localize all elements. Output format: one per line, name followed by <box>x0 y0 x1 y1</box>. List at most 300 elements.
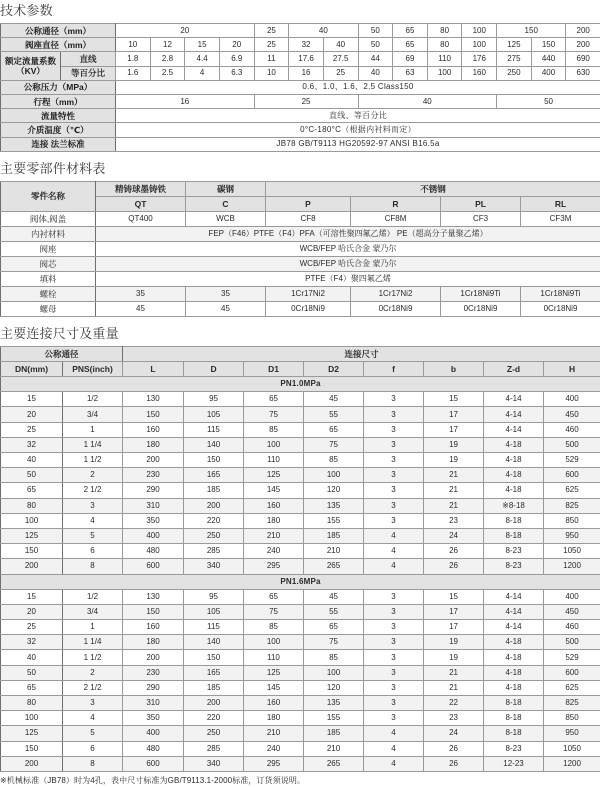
material-value-3: 0Cr18Ni9 <box>351 301 441 316</box>
cell-pns: 5 <box>63 726 123 741</box>
header-stainless-code-3: RL <box>521 196 600 211</box>
nominal-diameter-value-1: 25 <box>254 24 289 38</box>
cell-b: 17 <box>424 422 484 437</box>
header-group-connection-dimensions: 连接尺寸 <box>123 346 600 361</box>
cell-dn: 80 <box>1 498 63 513</box>
cell-zd: 4-18 <box>484 680 544 695</box>
cell-d: 115 <box>184 620 244 635</box>
row-label-flange-standard: 连接 法兰标准 <box>1 137 116 151</box>
kv-equal-percentage-value-1: 2.5 <box>150 66 185 80</box>
cell-dn: 100 <box>1 513 63 528</box>
kv-equal-percentage-value-4: 10 <box>254 66 289 80</box>
cell-dn: 125 <box>1 528 63 543</box>
cell-zd: 12-23 <box>484 756 544 771</box>
cell-f: 3 <box>364 407 424 422</box>
cell-pns: 2 1/2 <box>63 483 123 498</box>
cell-f: 3 <box>364 620 424 635</box>
cell-pns: 4 <box>63 711 123 726</box>
seat-diameter-value-12: 150 <box>531 38 566 52</box>
cell-b: 17 <box>424 604 484 619</box>
cell-d2: 85 <box>304 453 364 468</box>
cell-b: 26 <box>424 741 484 756</box>
dimensions-table-row <box>1 468 600 483</box>
cell-d2: 55 <box>304 604 364 619</box>
cell-h: 850 <box>544 513 600 528</box>
cell-l: 160 <box>123 620 184 635</box>
dimensions-table-row <box>1 498 600 513</box>
cell-d1: 85 <box>244 422 304 437</box>
materials-table-row <box>1 211 600 226</box>
cell-h: 1200 <box>544 559 600 574</box>
materials-table-row <box>1 241 600 256</box>
cell-pns: 2 <box>63 468 123 483</box>
seat-diameter-value-1: 12 <box>150 38 185 52</box>
dimensions-table-row <box>1 392 600 407</box>
cell-d1: 145 <box>244 680 304 695</box>
row-label-linear: 直线 <box>61 52 116 66</box>
cell-d1: 160 <box>244 498 304 513</box>
header-group-nominal-diameter: 公称通径 <box>1 346 123 361</box>
material-value-4: CF3 <box>441 211 521 226</box>
cell-h: 450 <box>544 604 600 619</box>
dimensions-table-row <box>1 680 600 695</box>
material-part-name: 填料 <box>1 271 96 286</box>
dimensions-table-row <box>1 620 600 635</box>
material-value-2: 0Cr18Ni9 <box>266 301 351 316</box>
kv-equal-percentage-value-9: 100 <box>427 66 462 80</box>
cell-d2: 210 <box>304 741 364 756</box>
cell-l: 230 <box>123 665 184 680</box>
section-title-materials: 主要零部件材料表 <box>0 152 600 181</box>
header-col-d2: D2 <box>304 361 364 376</box>
cell-d1: 65 <box>244 392 304 407</box>
cell-d2: 65 <box>304 422 364 437</box>
kv-equal-percentage-value-11: 250 <box>497 66 532 80</box>
material-part-name: 螺栓 <box>1 286 96 301</box>
cell-dn: 50 <box>1 468 63 483</box>
cell-zd: 4-18 <box>484 665 544 680</box>
materials-table-row <box>1 256 600 271</box>
cell-b: 15 <box>424 392 484 407</box>
cell-zd: 8-18 <box>484 711 544 726</box>
cell-pns: 6 <box>63 544 123 559</box>
kv-linear-value-11: 275 <box>497 52 532 66</box>
kv-linear-value-6: 27.5 <box>323 52 358 66</box>
cell-zd: ※8-18 <box>484 498 544 513</box>
cell-pns: 1/2 <box>63 392 123 407</box>
cell-d2: 55 <box>304 407 364 422</box>
dimensions-table-row <box>1 696 600 711</box>
nominal-diameter-value-5: 80 <box>427 24 462 38</box>
cell-l: 160 <box>123 422 184 437</box>
cell-f: 3 <box>364 513 424 528</box>
material-part-name: 螺母 <box>1 301 96 316</box>
cell-h: 850 <box>544 711 600 726</box>
cell-d2: 155 <box>304 711 364 726</box>
cell-f: 3 <box>364 437 424 452</box>
tech-row-stroke <box>1 94 600 108</box>
seat-diameter-value-11: 125 <box>497 38 532 52</box>
dimensions-table-row <box>1 528 600 543</box>
cell-dn: 40 <box>1 453 63 468</box>
cell-d: 250 <box>184 726 244 741</box>
pressure-band-label: PN1.0MPa <box>1 377 600 392</box>
header-col-h: H <box>544 361 600 376</box>
cell-zd: 8-18 <box>484 696 544 711</box>
cell-d2: 185 <box>304 726 364 741</box>
cell-l: 400 <box>123 726 184 741</box>
kv-linear-value-12: 440 <box>531 52 566 66</box>
cell-l: 310 <box>123 696 184 711</box>
cell-l: 480 <box>123 544 184 559</box>
cell-b: 21 <box>424 498 484 513</box>
cell-dn: 50 <box>1 665 63 680</box>
material-value-4: 1Cr18Ni9Ti <box>441 286 521 301</box>
tech-row-flow-characteristic <box>1 109 600 123</box>
materials-header-row-1 <box>1 181 600 196</box>
dimensions-table-row <box>1 665 600 680</box>
cell-d2: 45 <box>304 392 364 407</box>
cell-l: 350 <box>123 513 184 528</box>
dimensions-table-row <box>1 650 600 665</box>
cell-f: 3 <box>364 453 424 468</box>
cell-b: 19 <box>424 437 484 452</box>
kv-linear-value-1: 2.8 <box>150 52 185 66</box>
medium-temperature-value: 0°C-180°C（根据内衬料而定） <box>116 123 600 137</box>
seat-diameter-value-7: 50 <box>358 38 393 52</box>
cell-d: 340 <box>184 559 244 574</box>
cell-b: 21 <box>424 468 484 483</box>
dimensions-table-row <box>1 741 600 756</box>
cell-d1: 110 <box>244 453 304 468</box>
tech-row-nominal-diameter <box>1 24 600 38</box>
cell-f: 3 <box>364 604 424 619</box>
tech-row-medium-temperature <box>1 123 600 137</box>
cell-d2: 265 <box>304 559 364 574</box>
cell-h: 1050 <box>544 544 600 559</box>
cell-f: 4 <box>364 756 424 771</box>
header-stainless-code-2: PL <box>441 196 521 211</box>
material-value-5: CF3M <box>521 211 600 226</box>
kv-equal-percentage-value-3: 6.3 <box>219 66 254 80</box>
kv-equal-percentage-value-8: 63 <box>393 66 428 80</box>
cell-d2: 120 <box>304 680 364 695</box>
cell-h: 450 <box>544 407 600 422</box>
cell-d1: 180 <box>244 711 304 726</box>
stroke-value-2: 40 <box>358 94 497 108</box>
tech-parameters-table <box>0 23 600 152</box>
dimensions-table-row <box>1 635 600 650</box>
cell-l: 200 <box>123 650 184 665</box>
dimensions-table-row <box>1 711 600 726</box>
cell-f: 4 <box>364 528 424 543</box>
cell-zd: 4-14 <box>484 407 544 422</box>
nominal-diameter-value-8: 200 <box>566 24 600 38</box>
cell-dn: 65 <box>1 680 63 695</box>
cell-d: 340 <box>184 756 244 771</box>
cell-d2: 75 <box>304 635 364 650</box>
cell-d: 165 <box>184 665 244 680</box>
kv-linear-value-0: 1.8 <box>116 52 151 66</box>
row-label-nominal-diameter: 公称通径（mm） <box>1 24 116 38</box>
dimensions-table-row <box>1 589 600 604</box>
cell-pns: 3 <box>63 696 123 711</box>
dimensions-table-row <box>1 604 600 619</box>
cell-f: 3 <box>364 498 424 513</box>
cell-h: 529 <box>544 453 600 468</box>
cell-dn: 150 <box>1 544 63 559</box>
cell-d: 200 <box>184 498 244 513</box>
material-value-0: QT400 <box>96 211 186 226</box>
cell-zd: 8-23 <box>484 544 544 559</box>
material-value-0: 45 <box>96 301 186 316</box>
materials-table-row <box>1 226 600 241</box>
cell-d1: 180 <box>244 513 304 528</box>
tech-row-kv-equal-percentage <box>1 66 600 80</box>
nominal-diameter-value-3: 50 <box>358 24 393 38</box>
cell-d1: 295 <box>244 756 304 771</box>
stroke-value-0: 16 <box>116 94 255 108</box>
cell-b: 19 <box>424 635 484 650</box>
flow-coefficient-unit-label: （KV） <box>1 66 60 76</box>
cell-zd: 4-18 <box>484 635 544 650</box>
cell-f: 4 <box>364 726 424 741</box>
section-title-tech: 技术参数 <box>0 0 600 23</box>
cell-f: 3 <box>364 483 424 498</box>
cell-b: 17 <box>424 620 484 635</box>
cell-d: 220 <box>184 711 244 726</box>
nominal-diameter-value-6: 100 <box>462 24 497 38</box>
cell-d1: 85 <box>244 620 304 635</box>
flange-standard-value: JB78 GB/T9113 HG20592-97 ANSI B16.5a <box>116 137 600 151</box>
cell-pns: 1 1/4 <box>63 635 123 650</box>
material-part-name: 阀体,阀盖 <box>1 211 96 226</box>
cell-pns: 2 <box>63 665 123 680</box>
cell-d: 105 <box>184 407 244 422</box>
cell-l: 180 <box>123 635 184 650</box>
header-ductile-iron-code: QT <box>96 196 186 211</box>
cell-d1: 65 <box>244 589 304 604</box>
cell-d1: 125 <box>244 468 304 483</box>
cell-h: 600 <box>544 665 600 680</box>
cell-f: 3 <box>364 711 424 726</box>
cell-d1: 210 <box>244 726 304 741</box>
cell-pns: 1/2 <box>63 589 123 604</box>
cell-h: 625 <box>544 680 600 695</box>
kv-equal-percentage-value-6: 25 <box>323 66 358 80</box>
cell-d2: 100 <box>304 665 364 680</box>
cell-l: 150 <box>123 407 184 422</box>
cell-pns: 1 <box>63 620 123 635</box>
cell-zd: 4-14 <box>484 392 544 407</box>
cell-d2: 185 <box>304 528 364 543</box>
cell-zd: 4-18 <box>484 483 544 498</box>
cell-l: 480 <box>123 741 184 756</box>
cell-l: 350 <box>123 711 184 726</box>
section-title-dimensions: 主要连接尺寸及重量 <box>0 317 600 346</box>
cell-h: 460 <box>544 620 600 635</box>
cell-d: 200 <box>184 696 244 711</box>
cell-l: 600 <box>123 559 184 574</box>
cell-d1: 240 <box>244 544 304 559</box>
kv-equal-percentage-value-0: 1.6 <box>116 66 151 80</box>
cell-d: 115 <box>184 422 244 437</box>
material-value-1: 35 <box>186 286 266 301</box>
dimensions-table-row <box>1 513 600 528</box>
cell-b: 26 <box>424 756 484 771</box>
dimensions-table <box>0 346 600 772</box>
material-value-1: 45 <box>186 301 266 316</box>
cell-dn: 25 <box>1 422 63 437</box>
cell-pns: 3/4 <box>63 604 123 619</box>
cell-dn: 100 <box>1 711 63 726</box>
cell-l: 200 <box>123 453 184 468</box>
cell-zd: 8-23 <box>484 741 544 756</box>
cell-d1: 100 <box>244 437 304 452</box>
cell-d2: 75 <box>304 437 364 452</box>
cell-zd: 4-14 <box>484 422 544 437</box>
kv-equal-percentage-value-2: 4 <box>185 66 220 80</box>
dimensions-header-row-2 <box>1 361 600 376</box>
cell-pns: 6 <box>63 741 123 756</box>
cell-dn: 32 <box>1 437 63 452</box>
row-label-flow-characteristic: 流量特性 <box>1 109 116 123</box>
cell-d2: 135 <box>304 696 364 711</box>
cell-dn: 80 <box>1 696 63 711</box>
cell-l: 130 <box>123 392 184 407</box>
cell-zd: 8-18 <box>484 528 544 543</box>
kv-linear-value-9: 110 <box>427 52 462 66</box>
cell-f: 3 <box>364 635 424 650</box>
cell-d1: 160 <box>244 696 304 711</box>
cell-b: 23 <box>424 513 484 528</box>
kv-equal-percentage-value-7: 40 <box>358 66 393 80</box>
cell-d: 185 <box>184 483 244 498</box>
cell-pns: 4 <box>63 513 123 528</box>
header-col-d1: D1 <box>244 361 304 376</box>
row-label-nominal-pressure: 公称压力（MPa） <box>1 80 116 94</box>
tech-row-flange-standard <box>1 137 600 151</box>
cell-zd: 4-14 <box>484 604 544 619</box>
seat-diameter-value-8: 65 <box>393 38 428 52</box>
cell-f: 3 <box>364 665 424 680</box>
cell-h: 400 <box>544 392 600 407</box>
cell-d: 95 <box>184 392 244 407</box>
kv-equal-percentage-value-5: 16 <box>289 66 324 80</box>
dimensions-table-row <box>1 453 600 468</box>
cell-pns: 3 <box>63 498 123 513</box>
row-label-seat-diameter: 阀座直径（mm） <box>1 38 116 52</box>
cell-zd: 4-18 <box>484 437 544 452</box>
cell-d1: 240 <box>244 741 304 756</box>
cell-dn: 200 <box>1 756 63 771</box>
pressure-band-row <box>1 574 600 589</box>
nominal-diameter-value-0: 20 <box>116 24 255 38</box>
cell-h: 825 <box>544 696 600 711</box>
cell-d1: 210 <box>244 528 304 543</box>
cell-b: 23 <box>424 711 484 726</box>
cell-pns: 2 1/2 <box>63 680 123 695</box>
dimensions-table-row <box>1 726 600 741</box>
cell-h: 400 <box>544 589 600 604</box>
cell-f: 3 <box>364 680 424 695</box>
cell-dn: 125 <box>1 726 63 741</box>
material-value-5: 1Cr18Ni9Ti <box>521 286 600 301</box>
cell-b: 21 <box>424 483 484 498</box>
dimensions-table-row <box>1 483 600 498</box>
flow-coefficient-label: 额定流量系数 <box>1 56 60 66</box>
flow-characteristic-value: 直线、等百分比 <box>116 109 600 123</box>
cell-b: 21 <box>424 665 484 680</box>
row-label-medium-temperature: 介质温度（℃） <box>1 123 116 137</box>
cell-b: 26 <box>424 559 484 574</box>
cell-b: 17 <box>424 407 484 422</box>
cell-pns: 1 1/2 <box>63 650 123 665</box>
header-col-zd: Z-d <box>484 361 544 376</box>
materials-table-row <box>1 286 600 301</box>
tech-row-seat-diameter <box>1 38 600 52</box>
dimensions-table-row <box>1 544 600 559</box>
cell-pns: 8 <box>63 756 123 771</box>
kv-linear-value-8: 69 <box>393 52 428 66</box>
kv-linear-value-4: 11 <box>254 52 289 66</box>
nominal-pressure-value: 0.6、1.0、1.6、2.5 Class150 <box>116 80 600 94</box>
cell-zd: 8-23 <box>484 559 544 574</box>
cell-dn: 20 <box>1 604 63 619</box>
cell-d1: 75 <box>244 407 304 422</box>
seat-diameter-value-3: 20 <box>219 38 254 52</box>
stroke-value-1: 25 <box>254 94 358 108</box>
cell-d2: 100 <box>304 468 364 483</box>
cell-f: 3 <box>364 422 424 437</box>
materials-table-row <box>1 301 600 316</box>
row-label-flow-coefficient <box>1 52 61 80</box>
material-value-span: FEP（F46）PTFE（F4）PFA（可溶性聚四氟乙烯） PE（超高分子量聚乙烯） <box>96 226 600 241</box>
kv-equal-percentage-value-13: 630 <box>566 66 600 80</box>
kv-linear-value-5: 17.6 <box>289 52 324 66</box>
seat-diameter-value-6: 40 <box>323 38 358 52</box>
cell-d2: 155 <box>304 513 364 528</box>
cell-d: 150 <box>184 650 244 665</box>
cell-pns: 3/4 <box>63 407 123 422</box>
cell-zd: 4-18 <box>484 650 544 665</box>
cell-d1: 75 <box>244 604 304 619</box>
cell-b: 19 <box>424 650 484 665</box>
cell-d1: 145 <box>244 483 304 498</box>
cell-h: 1050 <box>544 741 600 756</box>
materials-table <box>0 181 600 317</box>
footnote: ※机械标准（JB78）时为4孔，表中尺寸标准为GB/T9113.1-2000标准，订货须说明。 <box>0 772 600 787</box>
material-value-4: 0Cr18Ni9 <box>441 301 521 316</box>
seat-diameter-value-10: 100 <box>462 38 497 52</box>
header-carbon-steel: 碳钢 <box>186 181 266 196</box>
kv-linear-value-2: 4.4 <box>185 52 220 66</box>
material-value-span: WCB/FEP 哈氏合金 蒙乃尔 <box>96 241 600 256</box>
header-col-l: L <box>123 361 184 376</box>
cell-h: 500 <box>544 635 600 650</box>
stroke-value-3: 50 <box>497 94 600 108</box>
cell-d: 285 <box>184 544 244 559</box>
cell-dn: 200 <box>1 559 63 574</box>
kv-linear-value-10: 176 <box>462 52 497 66</box>
cell-b: 19 <box>424 453 484 468</box>
cell-h: 500 <box>544 437 600 452</box>
cell-zd: 4-18 <box>484 468 544 483</box>
cell-h: 460 <box>544 422 600 437</box>
header-part-name: 零件名称 <box>1 181 96 211</box>
material-value-3: 1Cr17Ni2 <box>351 286 441 301</box>
cell-h: 950 <box>544 726 600 741</box>
